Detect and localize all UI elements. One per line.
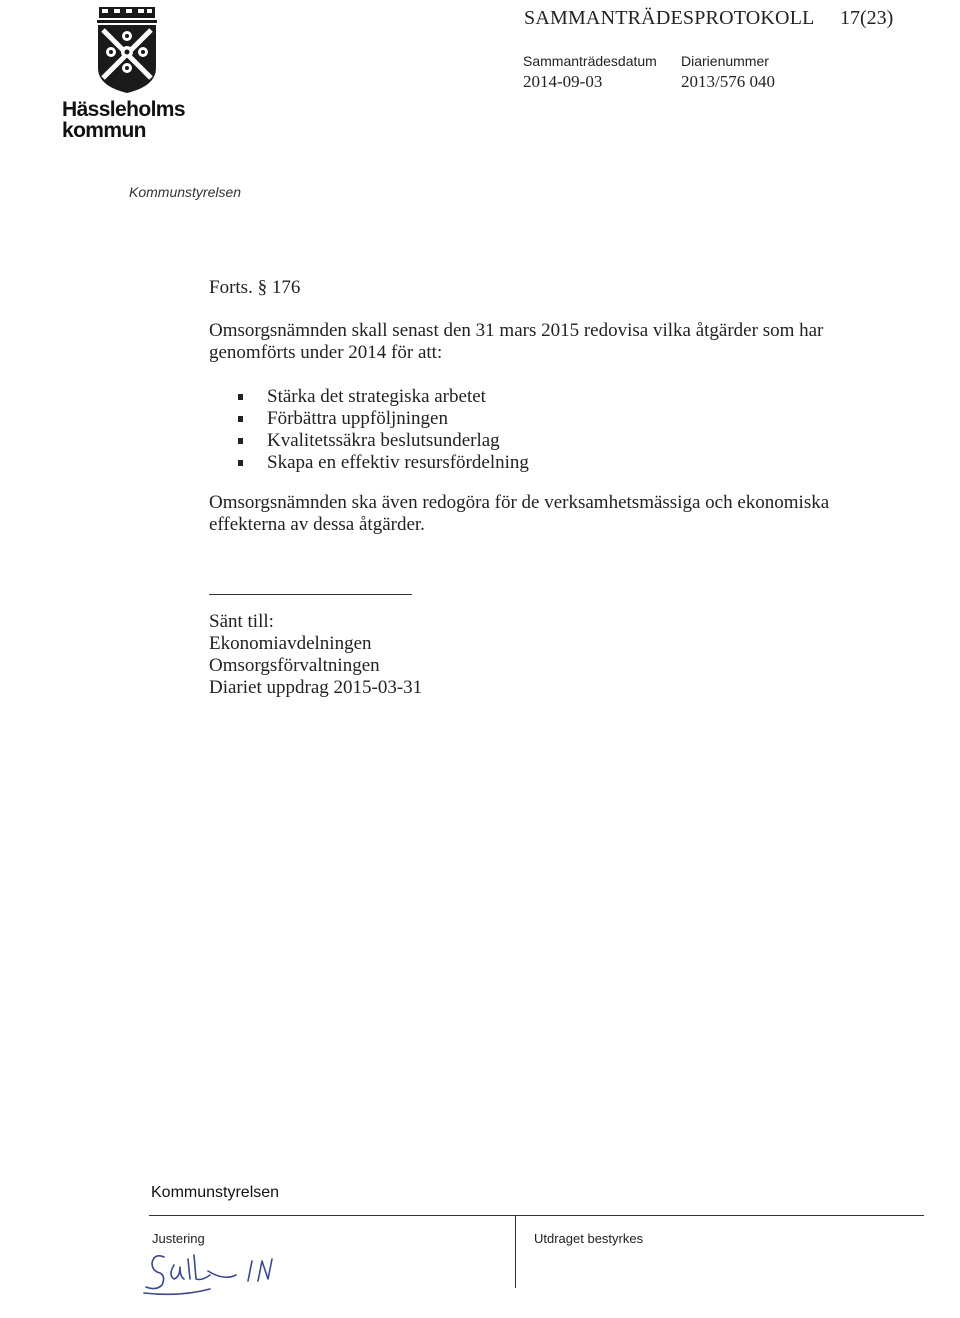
list-item [238, 452, 529, 474]
recipient: Diariet uppdrag 2015-03-31 [209, 677, 423, 698]
list-item-text: Stärka det strategiska arbetet [267, 386, 486, 407]
bullet-icon [238, 416, 243, 422]
recipient: Ekonomiavdelningen [209, 633, 372, 654]
bullet-list [238, 386, 529, 474]
meeting-date-value: 2014-09-03 [523, 72, 603, 91]
footer-rule [149, 1215, 924, 1216]
list-item [238, 430, 529, 452]
list-item [238, 408, 529, 430]
extract-certified-label: Utdraget bestyrkes [534, 1231, 644, 1246]
bullet-icon [238, 460, 243, 466]
bullet-icon [238, 438, 243, 444]
list-item [238, 386, 529, 408]
recipient: Omsorgsförvaltningen [209, 655, 380, 676]
meeting-date-label: Sammanträdesdatum [523, 53, 657, 69]
organization-name: Kommunstyrelsen [129, 184, 242, 200]
list-item-text: Förbättra uppföljningen [267, 408, 448, 429]
diary-number-label: Diarienummer [681, 53, 769, 69]
municipality-logo-text [62, 99, 185, 141]
section-reference: Forts. § 176 [209, 277, 301, 298]
paragraph-1: Omsorgsnämnden skall senast den 31 mars 2015 redovisa vilka åtgärder som har genomförts under 2014 för att: [209, 320, 824, 363]
page-number: 17(23) [840, 7, 894, 29]
footer-organization: Kommunstyrelsen [151, 1184, 280, 1201]
document-title: SAMMANTRÄDESPROTOKOLL [524, 7, 815, 29]
justering-label: Justering [152, 1231, 205, 1246]
footer-divider [515, 1216, 516, 1288]
logo-name: Hässleholms [62, 98, 185, 121]
diary-number-value: 2013/576 040 [681, 72, 775, 91]
coat-of-arms-icon [95, 6, 159, 94]
paragraph-2: Omsorgsnämnden ska även redogöra för de verksamhetsmässiga och ekonomiska effekterna av dessa åtgärder. [209, 492, 830, 535]
list-item-text: Kvalitetssäkra beslutsunderlag [267, 430, 500, 451]
logo-name-2: kommun [62, 119, 146, 142]
handwritten-signature [140, 1245, 300, 1297]
distribution-list [209, 611, 422, 699]
separator-line [209, 594, 412, 595]
list-item-text: Skapa en effektiv resursfördelning [267, 452, 529, 473]
sent-to-label: Sänt till: [209, 611, 274, 632]
bullet-icon [238, 394, 243, 400]
